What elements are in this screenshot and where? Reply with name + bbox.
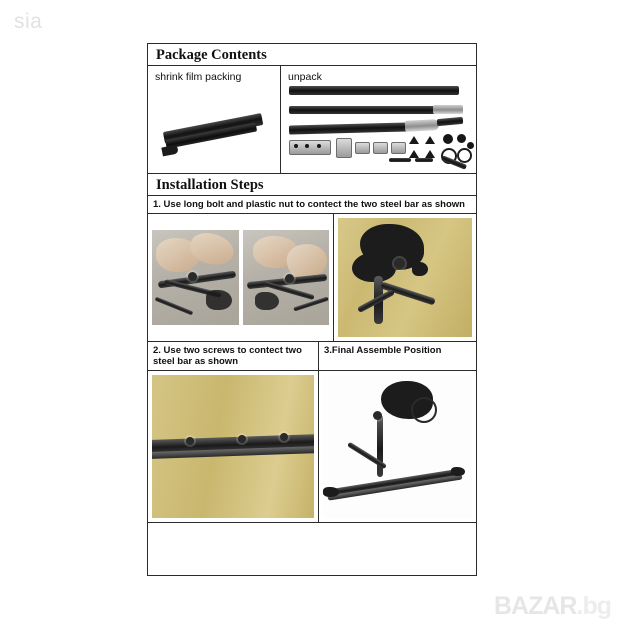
photo-shrink-film-packing — [162, 118, 266, 158]
section-title-package-contents: Package Contents — [148, 44, 476, 66]
step-2-3-labels — [148, 342, 476, 371]
photo-hands-bolt-left — [152, 230, 239, 325]
watermark-sia: sia — [14, 10, 43, 33]
instruction-sheet — [147, 43, 477, 576]
step-label-3: 3.Final Assemble Position — [324, 345, 442, 356]
watermark-bazar — [494, 592, 611, 621]
panel-unpack — [281, 66, 476, 173]
photo-final-assembly — [323, 375, 472, 518]
step-1-photos — [148, 214, 476, 342]
caption-unpack: unpack — [288, 71, 322, 83]
blank-row — [148, 523, 476, 591]
watermark-bazar-suffix: .bg — [576, 592, 611, 620]
watermark-bazar-text: BAZAR — [494, 592, 577, 620]
photo-steel-bar-wood — [152, 375, 314, 518]
package-contents-row — [148, 66, 476, 174]
caption-shrink-film: shrink film packing — [155, 71, 242, 83]
photo-hands-bolt-right — [243, 230, 330, 325]
panel-shrink-film — [148, 66, 281, 173]
section-title-installation-steps: Installation Steps — [148, 174, 476, 196]
step-2-3-photos — [148, 371, 476, 523]
photo-mount-closeup — [338, 218, 472, 337]
step-label-2: 2. Use two screws to contect two steel bar as shown — [153, 345, 302, 367]
photo-unpacked-parts — [281, 84, 477, 172]
step-label-1: 1. Use long bolt and plastic nut to contect the two steel bar as shown — [148, 196, 476, 214]
